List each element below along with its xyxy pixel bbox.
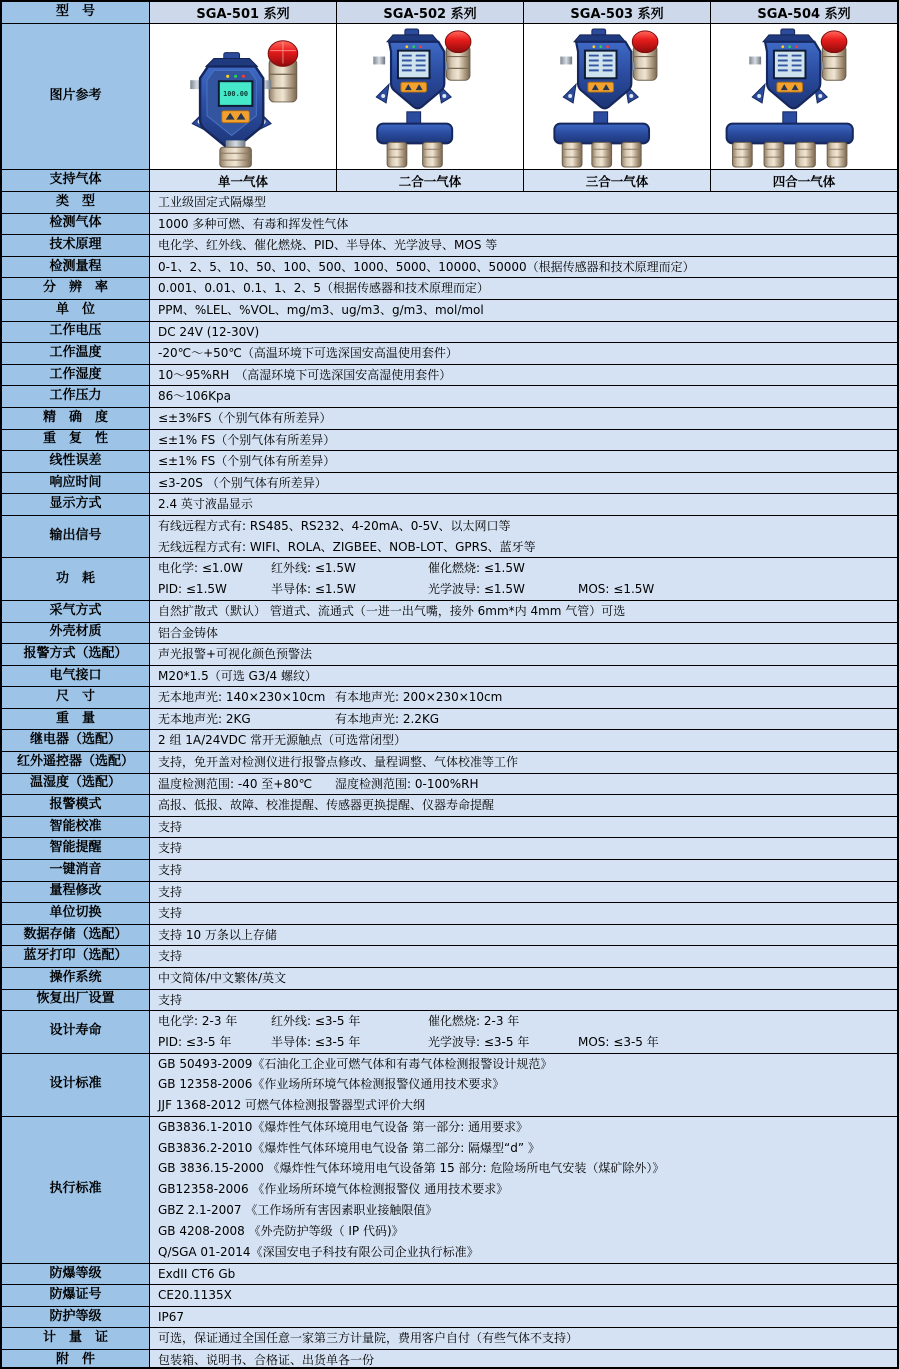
row-label: 电气接口 xyxy=(2,666,150,687)
value-text: ≤±1% FS（个别气体有所差异） xyxy=(158,454,336,469)
row-label: 报警方式（选配） xyxy=(2,644,150,665)
model-header-sga-503: SGA-503 系列 xyxy=(524,2,711,23)
value-text: PID: ≤3-5 年 xyxy=(158,1034,232,1049)
spec-row xyxy=(2,903,897,925)
row-label: 尺 寸 xyxy=(2,687,150,708)
row-label: 继电器（选配） xyxy=(2,730,150,751)
value-text: 支持 xyxy=(158,819,183,834)
row-value xyxy=(150,925,897,946)
row-label: 分 辨 率 xyxy=(2,278,150,299)
value-text: 2 组 1A/24VDC 常开无源触点（可选常闭型） xyxy=(158,733,407,748)
row-label: 技术原理 xyxy=(2,235,150,256)
value-text: 光学波导: ≤3-5 年 xyxy=(428,1034,530,1049)
row-label: 功 耗 xyxy=(2,558,150,600)
value-text: 铝合金铸体 xyxy=(158,625,219,640)
value-text: 1000 多种可燃、有毒和挥发性气体 xyxy=(158,216,349,231)
spec-row xyxy=(2,666,897,688)
gas-count-sga-503: 三合一气体 xyxy=(524,170,711,191)
value-text: GB 4208-2008 《外壳防护等级（ IP 代码)》 xyxy=(158,1223,404,1238)
spec-row xyxy=(2,752,897,774)
spec-row xyxy=(2,1307,897,1329)
row-label: 单位切换 xyxy=(2,903,150,924)
gas-count-sga-502: 二合一气体 xyxy=(337,170,524,191)
spec-row xyxy=(2,451,897,473)
row-label: 蓝牙打印（选配） xyxy=(2,946,150,967)
row-value xyxy=(150,386,897,407)
row-value xyxy=(150,1264,897,1285)
gas-count-sga-504: 四合一气体 xyxy=(711,170,897,191)
row-value xyxy=(150,644,897,665)
value-text: GBZ 2.1-2007 《工作场所有害因素职业接触限值》 xyxy=(158,1203,438,1218)
row-value xyxy=(150,430,897,451)
row-label: 防爆证号 xyxy=(2,1285,150,1306)
row-label: 恢复出厂设置 xyxy=(2,990,150,1011)
row-label: 温湿度（选配） xyxy=(2,774,150,795)
value-text: M20*1.5（可选 G3/4 螺纹） xyxy=(158,668,317,683)
value-text: 电化学: ≤1.0W xyxy=(158,561,243,576)
row-label: 执行标准 xyxy=(2,1117,150,1263)
row-label: 工作温度 xyxy=(2,343,150,364)
row-label: 重 量 xyxy=(2,709,150,730)
value-text: 2.4 英寸液晶显示 xyxy=(158,497,253,512)
gas-detector-1-sensor-illustration xyxy=(150,25,336,169)
spec-row xyxy=(2,795,897,817)
row-value xyxy=(150,860,897,881)
row-label: 智能提醒 xyxy=(2,838,150,859)
value-text: 无本地声光: 140×230×10cm xyxy=(158,690,326,705)
value-text: 半导体: ≤3-5 年 xyxy=(271,1034,361,1049)
row-label: 精 确 度 xyxy=(2,408,150,429)
row-value xyxy=(150,774,897,795)
row-value xyxy=(150,882,897,903)
spec-row xyxy=(2,687,897,709)
row-label: 数据存储（选配） xyxy=(2,925,150,946)
value-text: DC 24V (12-30V) xyxy=(158,324,260,339)
spec-row xyxy=(2,709,897,731)
row-value xyxy=(150,1054,897,1116)
value-text: GB12358-2006 《作业场所环境气体检测报警仪 通用技术要求》 xyxy=(158,1182,509,1197)
row-value xyxy=(150,817,897,838)
value-text: 半导体: ≤1.5W xyxy=(271,582,356,597)
row-label: 设计标准 xyxy=(2,1054,150,1116)
spec-row xyxy=(2,1011,897,1054)
spec-row xyxy=(2,257,897,279)
device-image-sga-504 xyxy=(711,24,897,169)
row-label: 报警模式 xyxy=(2,795,150,816)
model-header-row xyxy=(2,2,897,24)
row-value xyxy=(150,1011,897,1053)
spec-row xyxy=(2,322,897,344)
value-text: 支持，免开盖对检测仪进行报警点修改、量程调整、气体校准等工作 xyxy=(158,755,519,770)
row-value xyxy=(150,365,897,386)
value-text: 10～95%RH （高湿环境下可选深国安高湿使用套件） xyxy=(158,367,452,382)
gas-count-sga-501: 单一气体 xyxy=(150,170,337,191)
spec-row xyxy=(2,968,897,990)
value-text: 支持 xyxy=(158,992,183,1007)
spec-row xyxy=(2,774,897,796)
row-value xyxy=(150,687,897,708)
row-label: 显示方式 xyxy=(2,494,150,515)
supported-gas-row xyxy=(2,170,897,192)
spec-row xyxy=(2,1117,897,1264)
value-text: 电化学、红外线、催化燃烧、PID、半导体、光学波导、MOS 等 xyxy=(158,238,498,253)
value-text: 催化燃烧: ≤1.5W xyxy=(428,561,525,576)
spec-row xyxy=(2,817,897,839)
spec-row xyxy=(2,494,897,516)
spec-row xyxy=(2,214,897,236)
spec-row xyxy=(2,1054,897,1117)
row-value xyxy=(150,946,897,967)
row-value xyxy=(150,709,897,730)
row-label: 重 复 性 xyxy=(2,430,150,451)
value-text: 红外线: ≤1.5W xyxy=(271,561,356,576)
row-label: 输出信号 xyxy=(2,516,150,558)
row-label: 采气方式 xyxy=(2,601,150,622)
spec-row xyxy=(2,235,897,257)
spec-row xyxy=(2,192,897,214)
row-label-images: 图片参考 xyxy=(2,24,150,169)
row-label: 工作压力 xyxy=(2,386,150,407)
row-label: 响应时间 xyxy=(2,473,150,494)
value-text: Q/SGA 01-2014《深国安电子科技有限公司企业执行标准》 xyxy=(158,1244,479,1259)
value-text: 可选，保证通过全国任意一家第三方计量院，费用客户自付（有些气体不支持） xyxy=(158,1331,579,1346)
row-label: 红外遥控器（选配） xyxy=(2,752,150,773)
row-label: 防爆等级 xyxy=(2,1264,150,1285)
device-screen-reading: 100.00 xyxy=(223,89,249,98)
value-text: 支持 10 万条以上存储 xyxy=(158,927,277,942)
device-image-sga-503 xyxy=(524,24,711,169)
value-text: 湿度检测范围: 0-100%RH xyxy=(335,776,479,791)
value-text: 支持 xyxy=(158,841,183,856)
value-text: 有本地声光: 200×230×10cm xyxy=(335,690,503,705)
value-text: 催化燃烧: 2-3 年 xyxy=(428,1014,520,1029)
row-label: 计 量 证 xyxy=(2,1328,150,1349)
spec-row xyxy=(2,838,897,860)
value-text: 有线远程方式有: RS485、RS232、4-20mA、0-5V、以太网口等 xyxy=(158,518,511,533)
row-label: 工作湿度 xyxy=(2,365,150,386)
value-text: GB 12358-2006《作业场所环境气体检测报警仪通用技术要求》 xyxy=(158,1077,505,1092)
row-label: 检测气体 xyxy=(2,214,150,235)
value-text: 支持 xyxy=(158,906,183,921)
value-text: 自然扩散式（默认） 管道式、流通式（一进一出气嘴，接外 6mm*内 4mm 气管）可选 xyxy=(158,603,626,618)
row-value xyxy=(150,838,897,859)
value-text: 温度检测范围: -40 至+80℃ xyxy=(158,776,313,791)
row-label-model: 型 号 xyxy=(2,2,150,23)
spec-row xyxy=(2,408,897,430)
spec-row xyxy=(2,300,897,322)
value-text: MOS: ≤1.5W xyxy=(578,582,655,597)
value-text: PID: ≤1.5W xyxy=(158,582,227,597)
row-label: 类 型 xyxy=(2,192,150,213)
row-value xyxy=(150,300,897,321)
row-label: 智能校准 xyxy=(2,817,150,838)
row-value xyxy=(150,322,897,343)
spec-row xyxy=(2,925,897,947)
value-text: 无线远程方式有: WIFI、ROLA、ZIGBEE、NOB-LOT、GPRS、蓝牙等 xyxy=(158,539,536,554)
value-text: 0-1、2、5、10、50、100、500、1000、5000、10000、50000（根据传感器和技术原理而定） xyxy=(158,259,695,274)
row-value xyxy=(150,235,897,256)
row-label: 单 位 xyxy=(2,300,150,321)
row-value xyxy=(150,752,897,773)
row-value xyxy=(150,473,897,494)
value-text: 中文简体/中文繁体/英文 xyxy=(158,971,287,985)
value-text: IP67 xyxy=(158,1309,185,1324)
value-text: CE20.1135X xyxy=(158,1288,232,1303)
gas-detector-4-sensor-illustration xyxy=(711,25,897,169)
value-text: ≤±1% FS（个别气体有所差异） xyxy=(158,432,336,447)
row-label: 附 件 xyxy=(2,1350,150,1369)
row-value xyxy=(150,257,897,278)
row-value xyxy=(150,192,897,213)
value-text: GB3836.2-2010《爆炸性气体环境用电气设备 第二部分: 隔爆型“d” 》 xyxy=(158,1140,540,1155)
model-header-sga-501: SGA-501 系列 xyxy=(150,2,337,23)
gas-detector-2-sensor-illustration xyxy=(337,25,523,169)
value-text: ≤3-20S （个别气体有所差异） xyxy=(158,475,327,490)
spec-row xyxy=(2,1285,897,1307)
row-label: 设计寿命 xyxy=(2,1011,150,1053)
value-text: GB 50493-2009《石油化工企业可燃气体和有毒气体检测报警设计规范》 xyxy=(158,1056,553,1071)
model-header-sga-504: SGA-504 系列 xyxy=(711,2,897,23)
value-text: 包装箱、说明书、合格证、出货单各一份 xyxy=(158,1353,375,1368)
value-text: 无本地声光: 2KG xyxy=(158,711,251,726)
spec-row xyxy=(2,623,897,645)
row-value xyxy=(150,214,897,235)
row-value xyxy=(150,278,897,299)
device-image-sga-501 xyxy=(150,24,337,169)
value-text: 高报、低报、故障、校准提醒、传感器更换提醒、仪器寿命提醒 xyxy=(158,798,495,813)
spec-row xyxy=(2,882,897,904)
value-text: GB 3836.15-2000 《爆炸性气体环境用电气设备第 15 部分: 危险场所电气安装（煤矿除外）》 xyxy=(158,1161,665,1176)
row-value xyxy=(150,558,897,600)
row-value xyxy=(150,903,897,924)
device-image-sga-502 xyxy=(337,24,524,169)
value-text: MOS: ≤3-5 年 xyxy=(578,1034,659,1049)
spec-row xyxy=(2,1350,897,1369)
row-value xyxy=(150,516,897,558)
image-row xyxy=(2,24,897,170)
row-label: 线性误差 xyxy=(2,451,150,472)
row-value xyxy=(150,666,897,687)
row-label: 外壳材质 xyxy=(2,623,150,644)
value-text: 0.001、0.01、0.1、1、2、5（根据传感器和技术原理而定） xyxy=(158,281,490,296)
row-value xyxy=(150,601,897,622)
spec-rows-container xyxy=(2,192,897,1369)
row-label: 一键消音 xyxy=(2,860,150,881)
value-text: 支持 xyxy=(158,884,183,899)
row-label: 操作系统 xyxy=(2,968,150,989)
value-text: -20℃～+50℃（高温环境下可选深国安高温使用套件） xyxy=(158,346,458,361)
row-value xyxy=(150,343,897,364)
spec-row xyxy=(2,730,897,752)
row-label: 防护等级 xyxy=(2,1307,150,1328)
row-value xyxy=(150,990,897,1011)
value-text: ExdII CT6 Gb xyxy=(158,1266,236,1281)
row-label: 工作电压 xyxy=(2,322,150,343)
spec-row xyxy=(2,946,897,968)
spec-row xyxy=(2,601,897,623)
spec-row xyxy=(2,278,897,300)
spec-row xyxy=(2,990,897,1012)
spec-row xyxy=(2,558,897,601)
spec-row xyxy=(2,1264,897,1286)
spec-row xyxy=(2,860,897,882)
row-value xyxy=(150,1328,897,1349)
spec-row xyxy=(2,343,897,365)
row-label: 检测量程 xyxy=(2,257,150,278)
value-text: 支持 xyxy=(158,949,183,964)
spec-row xyxy=(2,386,897,408)
spec-row xyxy=(2,473,897,495)
model-header-sga-502: SGA-502 系列 xyxy=(337,2,524,23)
row-value xyxy=(150,623,897,644)
value-text: 支持 xyxy=(158,863,183,878)
row-label: 量程修改 xyxy=(2,882,150,903)
spec-row xyxy=(2,430,897,452)
row-value xyxy=(150,968,897,989)
spec-row xyxy=(2,365,897,387)
row-value xyxy=(150,1350,897,1369)
value-text: JJF 1368-2012 可燃气体检测报警器型式评价大纲 xyxy=(158,1098,426,1113)
row-value xyxy=(150,1117,897,1263)
value-text: 电化学: 2-3 年 xyxy=(158,1014,238,1029)
value-text: 声光报警+可视化颜色预警法 xyxy=(158,647,313,662)
value-text: PPM、%LEL、%VOL、mg/m3、ug/m3、g/m3、mol/mol xyxy=(158,302,484,317)
spec-row xyxy=(2,516,897,559)
row-value xyxy=(150,1307,897,1328)
value-text: GB3836.1-2010《爆炸性气体环境用电气设备 第一部分: 通用要求》 xyxy=(158,1119,529,1134)
value-text: 有本地声光: 2.2KG xyxy=(335,711,440,726)
spec-row xyxy=(2,644,897,666)
value-text: 86～106Kpa xyxy=(158,389,232,404)
row-value xyxy=(150,795,897,816)
value-text: 红外线: ≤3-5 年 xyxy=(271,1014,361,1029)
row-value xyxy=(150,494,897,515)
row-label-supported-gas: 支持气体 xyxy=(2,170,150,191)
spec-row xyxy=(2,1328,897,1350)
value-text: 工业级固定式隔爆型 xyxy=(158,195,267,209)
row-value xyxy=(150,1285,897,1306)
row-value xyxy=(150,408,897,429)
row-value xyxy=(150,730,897,751)
gas-detector-3-sensor-illustration xyxy=(524,25,710,169)
value-text: 光学波导: ≤1.5W xyxy=(428,582,525,597)
value-text: ≤±3%FS（个别气体有所差异） xyxy=(158,410,332,425)
row-value xyxy=(150,451,897,472)
